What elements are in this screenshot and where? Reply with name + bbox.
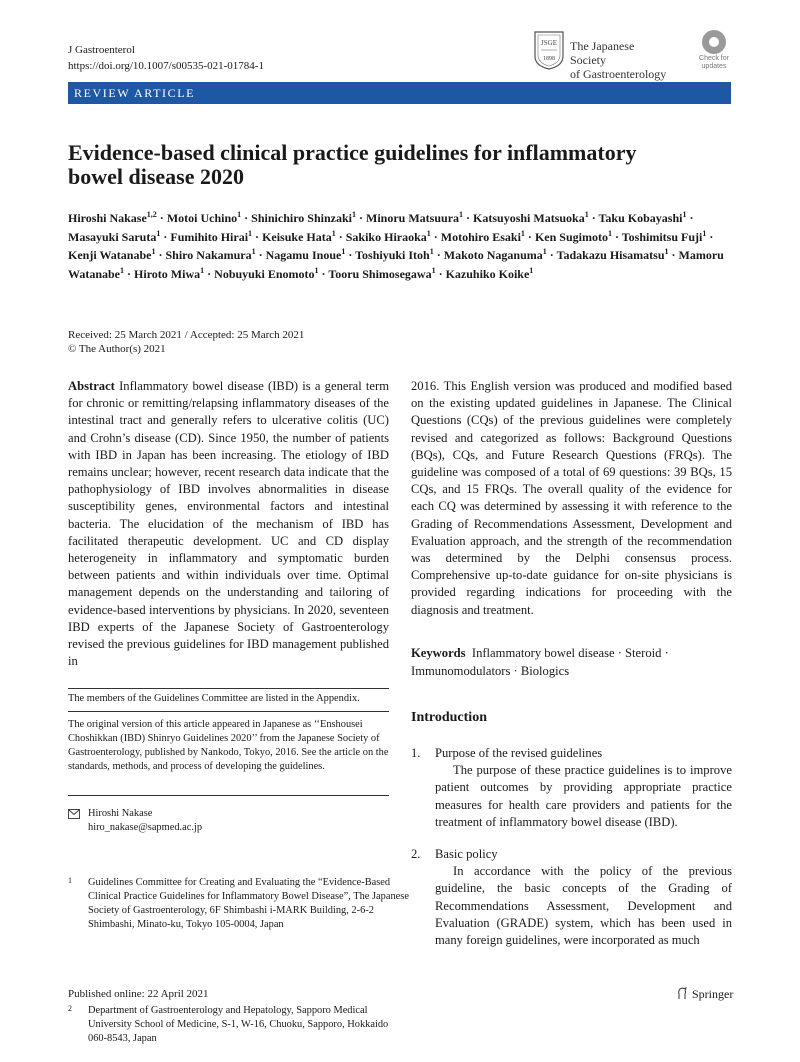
author[interactable] xyxy=(355,248,434,262)
journal-name: J Gastroenterol xyxy=(68,44,135,56)
check-for-updates-button[interactable] xyxy=(694,30,734,74)
author-affiliation: 1 xyxy=(584,210,589,219)
intro-item-1 xyxy=(411,745,732,849)
author-separator: · xyxy=(706,229,714,244)
society-name-line2: of Gastroenterology xyxy=(570,67,667,81)
author-affiliation: 1 xyxy=(607,228,612,238)
footnote-members: The members of the Guidelines Committee are listed in the Appendix. xyxy=(68,693,360,704)
author-affiliation: 1 xyxy=(120,265,125,275)
author-affiliation: 1 xyxy=(702,228,707,238)
author-separator: · xyxy=(345,248,356,262)
author-name: Motoi Uchino xyxy=(166,211,238,225)
author-separator: · xyxy=(318,266,329,281)
author[interactable] xyxy=(165,248,255,262)
author[interactable] xyxy=(328,267,435,281)
author-affiliation: 1 xyxy=(341,247,346,256)
article-title xyxy=(68,141,728,189)
author[interactable] xyxy=(68,211,157,225)
intro-item-2 xyxy=(411,846,732,956)
author-affiliation: 1 xyxy=(664,247,669,256)
author[interactable] xyxy=(441,230,525,244)
keywords-text: Inflammatory bowel disease · Steroid · Immunomodulators · Biologics xyxy=(411,646,669,678)
society-name-line1: The Japanese Society xyxy=(570,39,635,67)
author-name: Toshiyuki Itoh xyxy=(355,248,430,262)
footnote-divider xyxy=(68,688,389,689)
author-name: Keisuke Hata xyxy=(262,229,332,244)
author[interactable] xyxy=(557,248,669,262)
author[interactable] xyxy=(134,267,204,281)
author-affiliation: 1 xyxy=(151,247,156,256)
author-name: Hiroto Miwa xyxy=(134,266,201,281)
author-name: Taku Kobayashi xyxy=(598,211,683,225)
author-separator: · xyxy=(430,229,441,244)
author-affiliation: 1 xyxy=(520,228,525,238)
article-dates xyxy=(68,328,304,356)
author[interactable] xyxy=(473,211,589,225)
abstract-right: 2016. This English version was produced and modified based on the existing updated guidelines in Japanese. The Clinical Questions (CQs) of the previous guidelines were completely revised and categorized as follows: Background Questions (BQs), CQs, and Future Research Questions (FRQs). The guideline was composed of a total of 69 questions: 39 BQs, 15 CQs, and 15 FRQs. The overall quality of the evidence for each CQ was determined by assessing it with reference to the Grading of Recommendations Assessment, Development and Evaluation approach, and the strength of the recommendation was determined by the Delphi consensus process. Comprehensive up-to-date guidance for on-site physicians is provided regarding indications for proceeding with the diagnosis and treatment. xyxy=(411,379,732,617)
author-separator: · xyxy=(255,248,266,262)
abstract-left xyxy=(68,378,389,670)
author-name: Shinichiro Shinzaki xyxy=(251,211,352,225)
article-type-banner xyxy=(68,82,731,104)
society-logo xyxy=(532,30,672,81)
author-affiliation: 1 xyxy=(352,210,356,219)
author-name: Motohiro Esaki xyxy=(440,229,521,244)
author[interactable] xyxy=(262,230,336,244)
author-name: Toshimitsu Fuji xyxy=(621,229,703,244)
author-name: Makoto Naganuma xyxy=(443,248,543,262)
envelope-icon xyxy=(68,809,80,819)
abstract-text-left: Inflammatory bowel disease (IBD) is a general term for chronic or remitting/relapsing inflammatory diseases of the intestinal tract and generally refers to ulcerative colitis (UC) and Crohn’s disease (CD). Since 1950, the number of patients with IBD in Japan has been increasing. The etiology of IBD remains unclear; however, recent research data indicate that the pathophysiology of IBD involves abnormalities in disease susceptibility genes, environmental factors and intestinal bacteria. The elucidation of the mechanism of IBD has facilitated therapeutic development. UC and CD display heterogeneity in inflammatory and symptomatic burden between patients and within individuals over time. Optimal management depends on the understanding and tailoring of evidence-based interventions by physicians. In 2020, seventeen IBD experts of the Japanese Society of Gastroenterology revised the previous guidelines for IBD management published in xyxy=(68,379,390,669)
author-affiliation: 1 xyxy=(459,210,464,219)
copyright: © The Author(s) 2021 xyxy=(68,343,166,355)
corresponding-author xyxy=(68,807,409,835)
footnote-divider xyxy=(68,711,389,712)
author-separator: · xyxy=(611,229,622,244)
author-name: Nobuyuki Enomoto xyxy=(214,266,315,281)
author-name: Sakiko Hiraoka xyxy=(345,229,427,244)
author[interactable] xyxy=(251,211,356,225)
author-separator: · xyxy=(435,266,446,281)
keywords-label: Keywords xyxy=(411,646,466,660)
author-affiliation: 1 xyxy=(156,228,161,238)
author[interactable] xyxy=(599,211,687,225)
author-affiliation: 1 xyxy=(237,210,242,219)
author-name: Ken Sugimoto xyxy=(534,229,608,244)
author-separator: · xyxy=(686,211,694,225)
author-separator: · xyxy=(155,248,166,262)
springer-horse-icon xyxy=(676,987,688,1000)
intro-item-1-number: 1. xyxy=(411,746,421,760)
author-affiliation: 1 xyxy=(429,247,434,256)
footnote-original: The original version of this article appeared in Japanese as ‘‘Enshousei Choshikkan (IBD) Shinryo Guidelines 2020’’ from the Japanese Society of Gastroenterology, published by Nankodo, Tokyo, 2016. See the article on the standards, methods, and process of developing the guidelines. xyxy=(68,719,389,772)
intro-item-1-title: Purpose of the revised guidelines xyxy=(435,746,603,760)
abstract-label: Abstract xyxy=(68,379,115,393)
corresponding-name: Hiroshi Nakase xyxy=(88,808,153,819)
author[interactable] xyxy=(214,267,318,281)
publisher-name: Springer xyxy=(692,987,734,1001)
affiliation-1-marker: 1 xyxy=(68,876,72,885)
author-separator: · xyxy=(356,211,367,225)
author-name: Katsuyoshi Matsuoka xyxy=(473,211,585,225)
author[interactable] xyxy=(535,230,612,244)
article-type-label: REVIEW ARTICLE xyxy=(74,86,196,100)
seal-bottom-text: 1898 xyxy=(543,56,555,62)
author-affiliation: 1 xyxy=(251,247,256,256)
author-separator: · xyxy=(524,229,535,244)
author-name: Shiro Nakamura xyxy=(165,248,252,262)
author-list xyxy=(68,209,728,283)
author-separator: · xyxy=(335,229,346,244)
author-name: Minoru Matsuura xyxy=(366,211,460,225)
author-name: Tooru Shimosegawa xyxy=(328,266,432,281)
author-name: Fumihito Hirai xyxy=(170,229,249,244)
author-affiliation: 1 xyxy=(331,228,336,238)
intro-item-2-body: In accordance with the policy of the previous guideline, the basic concepts of the Grading of Recommendations Assessment, Development and Evaluation (GRADE) system, which has been used in many foreign guidelines, were incorporated as much xyxy=(435,864,732,947)
author[interactable] xyxy=(167,211,241,225)
author-affiliation: 1,2 xyxy=(146,210,157,219)
check-updates-icon xyxy=(702,30,726,54)
author-separator: · xyxy=(588,211,599,225)
author-separator: · xyxy=(463,211,474,225)
published-online: Published online: 22 April 2021 xyxy=(68,988,209,1000)
author-affiliation: 1 xyxy=(314,265,319,275)
corresponding-email[interactable]: hiro_nakase@sapmed.ac.jp xyxy=(88,822,203,833)
affiliation-2-text: Department of Gastroenterology and Hepatology, Sapporo Medical University School of Medicine, S-1, W-16, Chuoku, Sapporo, Hokkaido 060-8543, Japan xyxy=(88,1005,389,1044)
title-line1: Evidence-based clinical practice guidelines for inflammatory xyxy=(68,140,637,165)
author-separator: · xyxy=(204,266,215,281)
author[interactable] xyxy=(68,248,155,262)
author[interactable] xyxy=(366,211,463,225)
author-affiliation: 1 xyxy=(682,210,687,219)
publisher-logo xyxy=(676,987,733,1002)
doi-link[interactable]: https://doi.org/10.1007/s00535-021-01784-1 xyxy=(68,60,264,72)
author-affiliation: 1 xyxy=(542,247,547,256)
author[interactable] xyxy=(444,248,547,262)
author[interactable] xyxy=(346,230,431,244)
check-updates-label2: updates xyxy=(701,63,727,70)
journal-header xyxy=(68,42,264,74)
check-updates-label1: Check for xyxy=(699,55,729,62)
author-affiliation: 1 xyxy=(426,228,431,238)
author-name: Kenji Watanabe xyxy=(68,248,152,262)
author-separator: · xyxy=(252,229,263,244)
intro-item-2-number: 2. xyxy=(411,847,421,861)
author-separator: · xyxy=(546,248,557,262)
author-separator: · xyxy=(433,248,444,262)
seal-top-text: JSGE xyxy=(541,39,557,47)
author-affiliation: 1 xyxy=(248,228,253,238)
author-name: Nagamu Inoue xyxy=(265,248,342,262)
introduction-heading: Introduction xyxy=(411,710,487,725)
keywords xyxy=(411,644,732,680)
author-name: Mamoru Watanabe xyxy=(68,248,724,281)
author-name: Tadakazu Hisamatsu xyxy=(556,248,665,262)
author[interactable] xyxy=(446,267,534,281)
affiliation-2 xyxy=(68,1004,409,1046)
received-accepted: Received: 25 March 2021 / Accepted: 25 March 2021 xyxy=(68,329,305,341)
author[interactable] xyxy=(170,230,252,244)
society-seal-icon xyxy=(532,30,566,70)
author[interactable] xyxy=(622,230,707,244)
affiliation-1 xyxy=(68,876,409,932)
author-affiliation: 1 xyxy=(529,265,534,275)
affiliation-1-text: Guidelines Committee for Creating and Evaluating the “Evidence-Based Clinical Practice Guidelines for Inflammatory Bowel Disease”, The Japanese Society of Gastroenterology, 6F Shimbashi i-MARK Building, 2-6-2 Shimbashi, Minato-ku, Tokyo 105-0004, Japan xyxy=(88,877,409,930)
author-affiliation: 1 xyxy=(431,265,436,275)
author-name: Masayuki Saruta xyxy=(68,229,157,244)
author-separator: · xyxy=(156,211,167,225)
intro-item-2-title: Basic policy xyxy=(435,847,498,861)
author[interactable] xyxy=(266,248,346,262)
author-name: Hiroshi Nakase xyxy=(68,211,147,225)
title-line2: bowel disease 2020 xyxy=(68,164,244,189)
author-separator: · xyxy=(668,248,679,262)
intro-item-1-body: The purpose of these practice guidelines is to improve patient outcomes by providing appropriate practice measures for health care providers and patients for the treatment of inflammatory bowel disease (IBD). xyxy=(435,763,732,829)
author[interactable] xyxy=(68,230,160,244)
author-separator: · xyxy=(241,211,252,225)
author-affiliation: 1 xyxy=(200,265,205,275)
footnote-divider xyxy=(68,795,389,796)
author-name: Kazuhiko Koike xyxy=(445,266,530,281)
author-separator: · xyxy=(160,229,171,244)
affiliation-2-marker: 2 xyxy=(68,1004,72,1013)
author-separator: · xyxy=(124,266,135,281)
